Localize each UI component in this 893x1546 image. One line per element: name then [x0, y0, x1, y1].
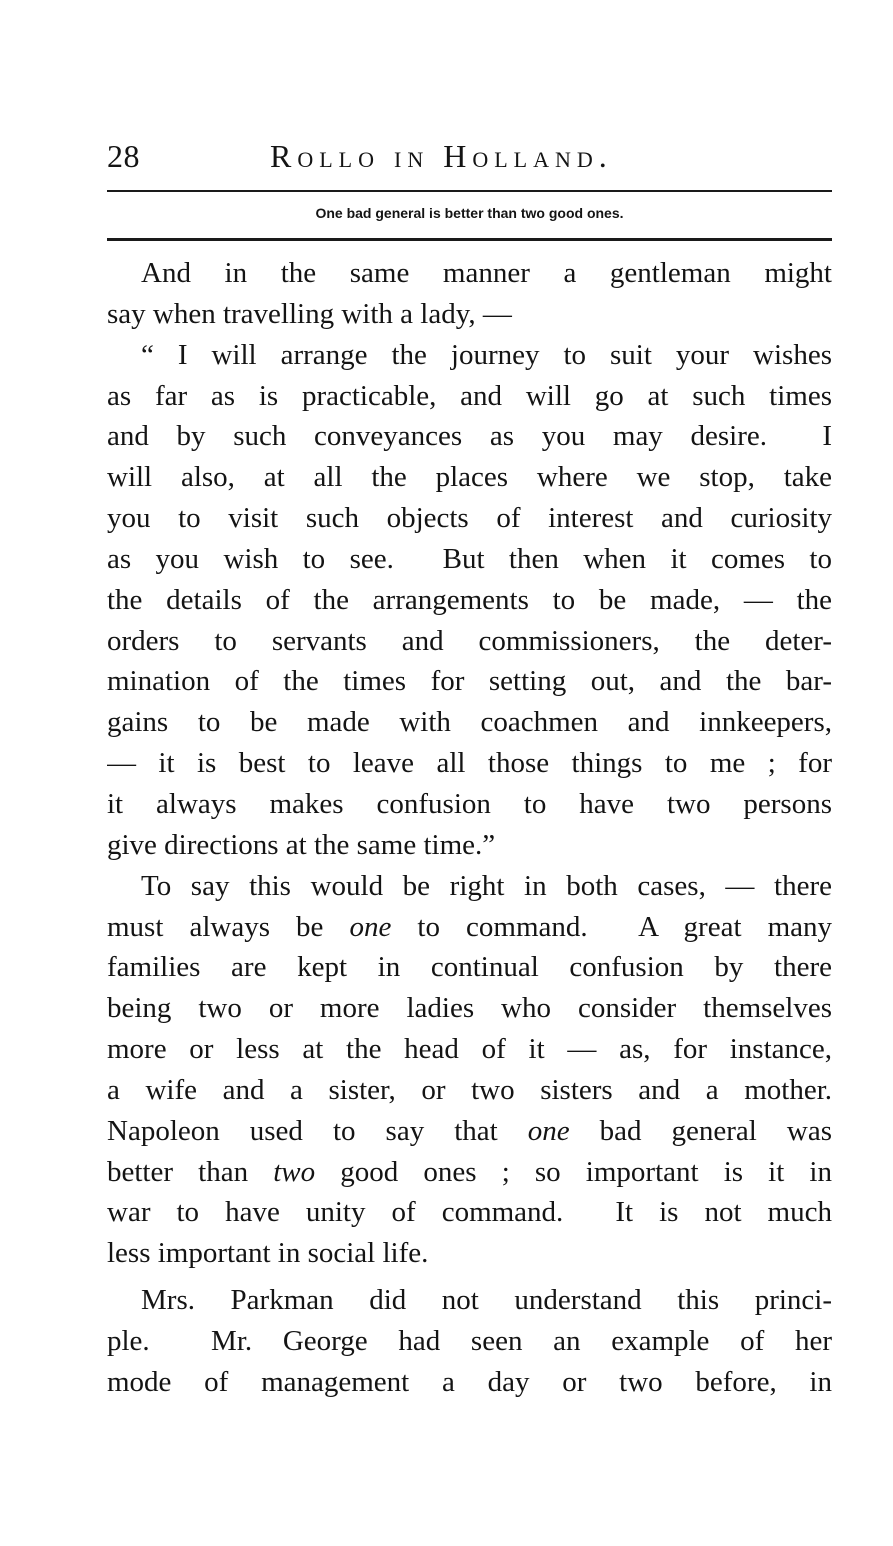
- text-run: give directions at the same time.”: [107, 828, 496, 861]
- text-run: a wife and a sister, or two sisters and a mother.: [107, 1073, 832, 1106]
- text-run: Mrs. Parkman did not understand this princi-: [141, 1284, 832, 1317]
- italic-text: one: [527, 1114, 570, 1147]
- text-run: as far as is practicable, and will go at such times: [107, 379, 832, 412]
- text-run: bad general was: [569, 1114, 832, 1147]
- text-line: [107, 825, 832, 866]
- text-run: To say this would be right in both cases, — there: [141, 869, 832, 902]
- header-rule-bottom: [107, 238, 832, 241]
- text-run: will also, at all the places where we stop, take: [107, 461, 832, 494]
- text-run: gains to be made with coachmen and innkeepers,: [107, 706, 832, 739]
- page-heading: One bad general is better than two good ones.: [315, 205, 624, 221]
- italic-text: one: [349, 910, 392, 943]
- text-line: [107, 294, 832, 335]
- text-run: war to have unity of command. It is not much: [107, 1196, 832, 1229]
- text-run: — it is best to leave all those things to me ; for: [107, 747, 832, 780]
- paragraph: [107, 335, 832, 866]
- text-line: [107, 866, 832, 907]
- text-run: “ I will arrange the journey to suit your wishes: [141, 338, 832, 371]
- paragraph: [107, 253, 832, 335]
- header-rule-top: [107, 190, 832, 192]
- text-line: [107, 253, 832, 294]
- text-line: [107, 1152, 832, 1193]
- text-line: [107, 1321, 832, 1362]
- text-run: as you wish to see. But then when it comes to: [107, 542, 832, 575]
- text-run: mination of the times for setting out, and the bar-: [107, 665, 832, 698]
- italic-text: two: [273, 1155, 316, 1188]
- page-number: 28: [107, 138, 140, 174]
- text-line: [107, 907, 832, 948]
- text-run: being two or more ladies who consider themselves: [107, 992, 832, 1025]
- text-line: [107, 1362, 832, 1403]
- text-line: [107, 539, 832, 580]
- text-line: [107, 335, 832, 376]
- text-run: families are kept in continual confusion by there: [107, 951, 832, 984]
- text-line: [107, 376, 832, 417]
- text-run: to command. A great many: [391, 910, 832, 943]
- text-run: the details of the arrangements to be made, — the: [107, 583, 832, 616]
- text-run: and by such conveyances as you may desire. I: [107, 420, 832, 453]
- text-run: you to visit such objects of interest and curiosity: [107, 502, 832, 535]
- body-text: [107, 253, 832, 1403]
- text-line: [107, 621, 832, 662]
- text-line: [107, 416, 832, 457]
- text-line: [107, 498, 832, 539]
- text-run: better than: [107, 1155, 274, 1188]
- text-line: [107, 661, 832, 702]
- text-line: [107, 1233, 832, 1274]
- text-line: [107, 580, 832, 621]
- text-line: [107, 702, 832, 743]
- text-line: [107, 1029, 832, 1070]
- text-line: [107, 457, 832, 498]
- text-line: [107, 743, 832, 784]
- running-head: [107, 132, 832, 176]
- text-line: [107, 784, 832, 825]
- text-run: more or less at the head of it — as, for instance,: [107, 1033, 832, 1066]
- text-run: Napoleon used to say that: [107, 1114, 528, 1147]
- text-run: it always makes confusion to have two persons: [107, 787, 832, 820]
- text-line: [107, 1280, 832, 1321]
- book-title: Rollo in Holland.: [270, 138, 613, 174]
- text-run: ple. Mr. George had seen an example of her: [107, 1324, 832, 1357]
- text-run: must always be: [107, 910, 350, 943]
- text-line: [107, 988, 832, 1029]
- text-run: And in the same manner a gentleman might: [141, 257, 832, 289]
- text-run: orders to servants and commissioners, the deter-: [107, 624, 832, 657]
- text-line: [107, 1111, 832, 1152]
- paragraph: [107, 866, 832, 1274]
- text-run: say when travelling with a lady, —: [107, 297, 512, 330]
- text-run: mode of management a day or two before, in: [107, 1365, 832, 1398]
- text-line: [107, 1192, 832, 1233]
- text-line: [107, 1070, 832, 1111]
- paragraph: [107, 1280, 832, 1403]
- text-line: [107, 947, 832, 988]
- text-run: good ones ; so important is it in: [315, 1155, 832, 1188]
- text-run: less important in social life.: [107, 1237, 429, 1270]
